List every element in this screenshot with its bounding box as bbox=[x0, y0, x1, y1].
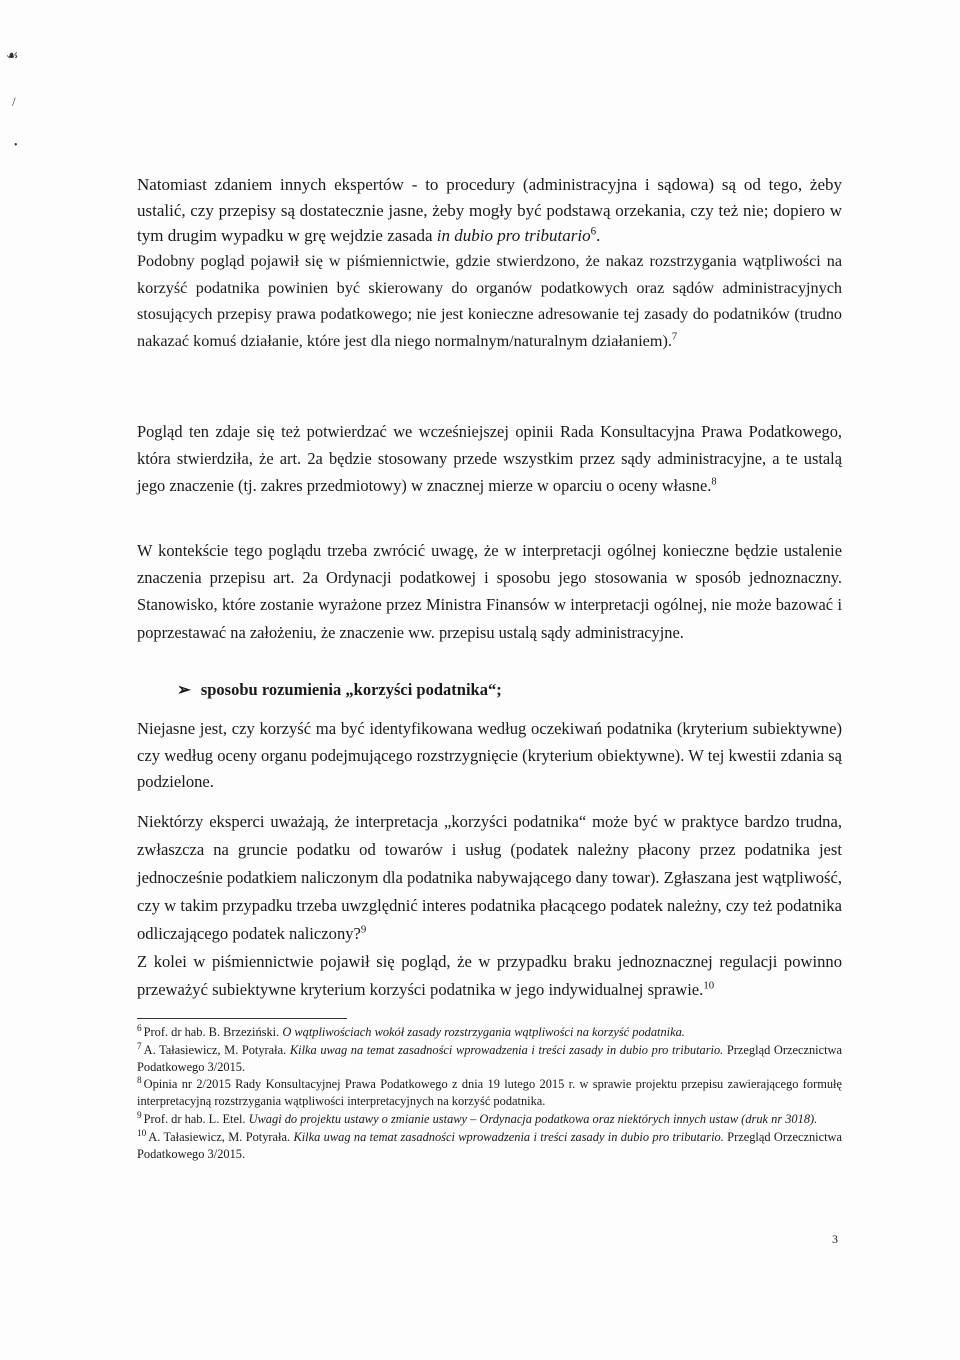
footnote-divider bbox=[137, 1018, 347, 1019]
footnote-number: 6 bbox=[137, 1023, 142, 1034]
paragraph-literature-view bbox=[137, 248, 842, 354]
footnote-ref[interactable]: 8 bbox=[711, 476, 717, 488]
paragraph-general-interpretation bbox=[137, 537, 842, 646]
paragraph-text: Z kolei w piśmiennictwie pojawił się pogląd, że w przypadku braku jednoznacznej regulacji powinno przeważyć subiektywne kryterium korzyści podatnika w jego indywidualnej sprawie. bbox=[137, 952, 842, 999]
footnote-text: A. Tałasiewicz, M. Potyrała. bbox=[148, 1129, 294, 1144]
footnote bbox=[137, 1076, 842, 1110]
paragraph-subjective-criterion bbox=[137, 948, 842, 1004]
page-number: 3 bbox=[832, 1232, 838, 1246]
footnote-ref[interactable]: 9 bbox=[360, 923, 367, 936]
footnote-text: Przegląd Orzecznictwa Podatkowego 3/2015. bbox=[137, 1129, 842, 1161]
heading-text: sposobu rozumienia „korzyści podatnika“; bbox=[200, 680, 502, 699]
footnote bbox=[137, 1111, 842, 1128]
footnote-number: 8 bbox=[137, 1076, 142, 1087]
footnote bbox=[137, 1129, 842, 1163]
margin-mark: • bbox=[14, 140, 18, 151]
footnote-text: A. Tałasiewicz, M. Potyrała. bbox=[143, 1042, 290, 1057]
paragraph-text: W kontekście tego poglądu trzeba zwrócić uwagę, że w interpretacji ogólnej konieczne będzie ustalenie znaczenia przepisu art. 2a Ordynacji podatkowej i sposobu jego stosowania w sposób jednoznaczny. Stanowisko, które zostanie wyrażone przez Ministra Finansów w interpretacji ogólnej, nie może bazować i poprzestawać na założeniu, że znaczenie ww. przepisu ustalą sądy administracyjne. bbox=[137, 541, 842, 642]
footnote-text: Prof. dr hab. B. Brzeziński. bbox=[143, 1025, 283, 1039]
paragraph-vat-issue bbox=[137, 808, 842, 948]
paragraph-text: Podobny pogląd pojawił się w piśmiennictwie, gdzie stwierdzono, że nakaz rozstrzygania wątpliwości na korzyść podatnika powinien być skierowany do organów podatkowych oraz sądów administracyjnych stosujących przepisy prawa podatkowego; nie jest konieczne adresowanie tej zasady do podatników (trudno nakazać komuś działanie, które jest dla niego normalnym/naturalnym działaniem). bbox=[137, 252, 842, 350]
paragraph-criteria bbox=[137, 716, 842, 796]
footnote bbox=[137, 1042, 842, 1076]
footnote-ref[interactable]: 10 bbox=[703, 979, 715, 992]
paragraph-expert-opinion bbox=[137, 172, 842, 249]
section-heading bbox=[177, 680, 502, 700]
footnote-title: O wątpliwościach wokół zasady rozstrzygania wątpliwości na korzyść podatnika. bbox=[282, 1025, 685, 1039]
footnote-title: Kilka uwag na temat zasadności wprowadzenia i treści zasady in dubio pro tributario. bbox=[293, 1129, 724, 1144]
paragraph-council-opinion bbox=[137, 418, 842, 499]
footnote-text: Opinia nr 2/2015 Rady Konsultacyjnej Prawa Podatkowego z dnia 19 lutego 2015 r. w sprawie projektu przepisu zawierającego formułę interpretacyjną rozstrzygania wątpliwości interpretacyjnych na korzyść podatnika. bbox=[137, 1077, 842, 1109]
paragraph-text: . bbox=[596, 226, 601, 245]
footnote bbox=[137, 1024, 842, 1041]
footnote-text: Przegląd Orzecznictwa Podatkowego 3/2015. bbox=[137, 1042, 842, 1074]
footnote-ref[interactable]: 6 bbox=[590, 225, 597, 238]
arrow-bullet-icon: ➢ bbox=[177, 680, 191, 699]
footnote-number: 10 bbox=[137, 1128, 147, 1139]
footnote-text: Prof. dr hab. L. Etel. bbox=[143, 1111, 249, 1126]
footnote-ref[interactable]: 7 bbox=[671, 331, 678, 343]
margin-mark: ☙ bbox=[6, 49, 19, 64]
footnote-number: 9 bbox=[137, 1110, 142, 1121]
paragraph-text: Niejasne jest, czy korzyść ma być identyfikowana według oczekiwań podatnika (kryterium subiektywne) czy według oceny organu podejmującego rozstrzygnięcie (kryterium obiektywne). W tej kwestii zdania są podzielone. bbox=[137, 719, 842, 791]
footnote-title: Kilka uwag na temat zasadności wprowadzenia i treści zasady in dubio pro tributario. bbox=[289, 1042, 724, 1057]
margin-mark: / bbox=[12, 94, 16, 109]
footnote-title: Uwagi do projektu ustawy o zmianie ustawy – Ordynacja podatkowa oraz niektórych innych ustaw (druk nr 3018). bbox=[248, 1111, 818, 1126]
paragraph-text: Pogląd ten zdaje się też potwierdzać we wcześniejszej opinii Rada Konsultacyjna Prawa Podatkowego, która stwierdziła, że art. 2a będzie stosowany przede wszystkim przez sądy administracyjne, a te ustalą jego znaczenie (tj. zakres przedmiotowy) w znacznej mierze w oparciu o oceny własne. bbox=[137, 422, 842, 495]
paragraph-text: Natomiast zdaniem innych ekspertów - to procedury (administracyjna i sądowa) są od tego, żeby ustalić, czy przepisy są dostatecznie jasne, żeby mogły być podstawą orzekania, czy też nie; dopiero w tym drugim wypadku w grę wejdzie zasada bbox=[137, 175, 842, 245]
footnote-number: 7 bbox=[137, 1041, 142, 1052]
footnotes-section bbox=[137, 1024, 842, 1163]
latin-phrase: in dubio pro tributario bbox=[436, 226, 591, 245]
paragraph-text: Niektórzy eksperci uważają, że interpretacja „korzyści podatnika“ może być w praktyce bardzo trudna, zwłaszcza na gruncie podatku od towarów i usług (podatek należny płacony przez podatnika jest jednocześnie podatkiem naliczonym dla podatnika nabywającego dany towar). Zgłaszana jest wątpliwość, czy w takim przypadku trzeba uwzględnić interes podatnika płacącego podatek należny, czy też podatnika odliczającego podatek naliczony? bbox=[137, 812, 842, 943]
